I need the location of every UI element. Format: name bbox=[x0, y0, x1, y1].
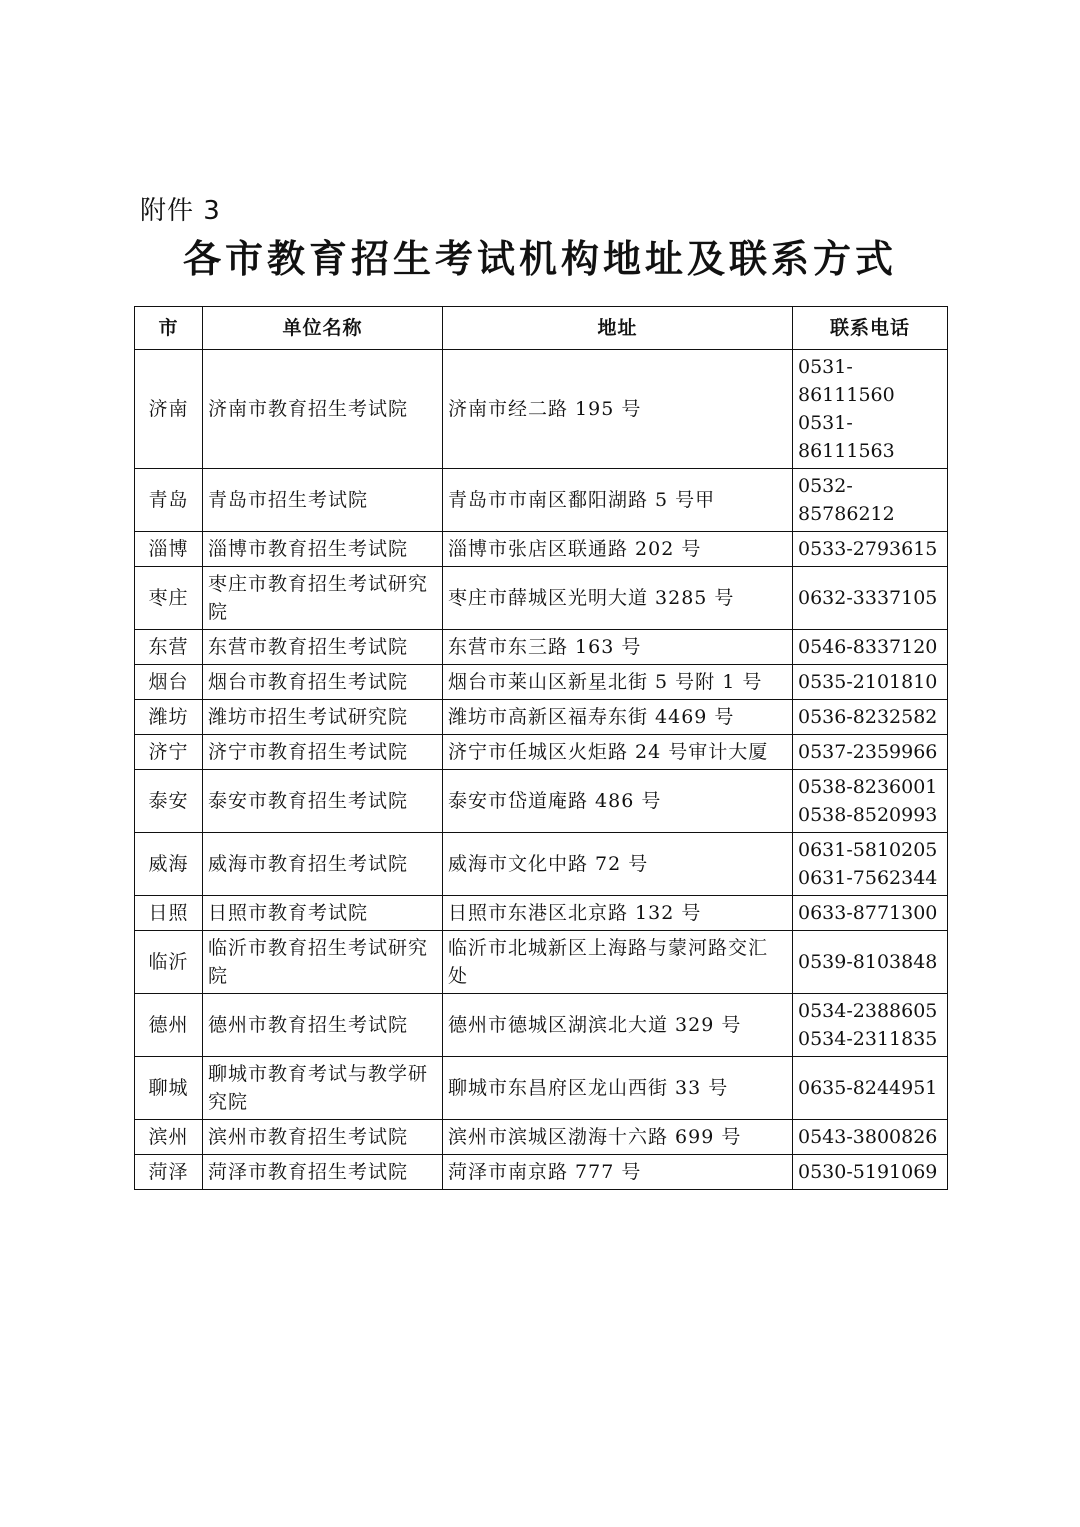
phone-cell bbox=[793, 469, 948, 532]
phone-number: 0536-8232582 bbox=[798, 706, 938, 728]
address-cell: 东营市东三路 163 号 bbox=[443, 630, 793, 665]
unit-name-cell: 滨州市教育招生考试院 bbox=[203, 1120, 443, 1155]
phone-cell bbox=[793, 994, 948, 1057]
city-cell: 滨州 bbox=[135, 1120, 203, 1155]
phone-number: 0543-3800826 bbox=[798, 1126, 938, 1148]
city-cell: 德州 bbox=[135, 994, 203, 1057]
address-cell: 淄博市张店区联通路 202 号 bbox=[443, 532, 793, 567]
phone-number: 0531-86111560 bbox=[798, 356, 895, 406]
phone-number: 0633-8771300 bbox=[798, 902, 938, 924]
phone-number: 0635-8244951 bbox=[798, 1077, 938, 1099]
unit-name-cell: 临沂市教育招生考试研究院 bbox=[203, 931, 443, 994]
address-cell: 德州市德城区湖滨北大道 329 号 bbox=[443, 994, 793, 1057]
table-row bbox=[135, 532, 948, 567]
header-address: 地址 bbox=[443, 307, 793, 350]
table-row bbox=[135, 896, 948, 931]
phone-number: 0632-3337105 bbox=[798, 587, 938, 609]
phone-cell bbox=[793, 630, 948, 665]
phone-cell bbox=[793, 896, 948, 931]
table-row bbox=[135, 469, 948, 532]
unit-name-cell: 青岛市招生考试院 bbox=[203, 469, 443, 532]
header-city: 市 bbox=[135, 307, 203, 350]
phone-cell bbox=[793, 931, 948, 994]
phone-number: 0532-85786212 bbox=[798, 475, 895, 525]
phone-cell bbox=[793, 735, 948, 770]
phone-cell bbox=[793, 1120, 948, 1155]
unit-name-cell: 泰安市教育招生考试院 bbox=[203, 770, 443, 833]
city-cell: 菏泽 bbox=[135, 1155, 203, 1190]
phone-number: 0534-2311835 bbox=[798, 1028, 938, 1050]
address-cell: 枣庄市薛城区光明大道 3285 号 bbox=[443, 567, 793, 630]
address-cell: 青岛市市南区鄱阳湖路 5 号甲 bbox=[443, 469, 793, 532]
phone-number: 0631-7562344 bbox=[798, 867, 938, 889]
city-cell: 淄博 bbox=[135, 532, 203, 567]
phone-number: 0531-86111563 bbox=[798, 412, 895, 462]
address-cell: 烟台市莱山区新星北街 5 号附 1 号 bbox=[443, 665, 793, 700]
phone-number: 0535-2101810 bbox=[798, 671, 938, 693]
phone-number: 0539-8103848 bbox=[798, 951, 938, 973]
unit-name-cell: 东营市教育招生考试院 bbox=[203, 630, 443, 665]
phone-number: 0533-2793615 bbox=[798, 538, 938, 560]
address-cell: 日照市东港区北京路 132 号 bbox=[443, 896, 793, 931]
unit-name-cell: 烟台市教育招生考试院 bbox=[203, 665, 443, 700]
header-unit-name: 单位名称 bbox=[203, 307, 443, 350]
phone-number: 0538-8236001 bbox=[798, 776, 938, 798]
address-cell: 聊城市东昌府区龙山西街 33 号 bbox=[443, 1057, 793, 1120]
city-cell: 东营 bbox=[135, 630, 203, 665]
city-cell: 聊城 bbox=[135, 1057, 203, 1120]
city-cell: 枣庄 bbox=[135, 567, 203, 630]
city-cell: 青岛 bbox=[135, 469, 203, 532]
phone-cell bbox=[793, 350, 948, 469]
table-body bbox=[135, 350, 948, 1190]
unit-name-cell: 德州市教育招生考试院 bbox=[203, 994, 443, 1057]
phone-cell bbox=[793, 1155, 948, 1190]
table-row bbox=[135, 700, 948, 735]
phone-cell bbox=[793, 532, 948, 567]
address-cell: 临沂市北城新区上海路与蒙河路交汇处 bbox=[443, 931, 793, 994]
city-cell: 济南 bbox=[135, 350, 203, 469]
phone-cell bbox=[793, 700, 948, 735]
address-cell: 泰安市岱道庵路 486 号 bbox=[443, 770, 793, 833]
unit-name-cell: 枣庄市教育招生考试研究院 bbox=[203, 567, 443, 630]
table-row bbox=[135, 833, 948, 896]
city-cell: 烟台 bbox=[135, 665, 203, 700]
phone-number: 0530-5191069 bbox=[798, 1161, 938, 1183]
unit-name-cell: 日照市教育考试院 bbox=[203, 896, 443, 931]
table-row bbox=[135, 630, 948, 665]
phone-cell bbox=[793, 833, 948, 896]
phone-number: 0546-8337120 bbox=[798, 636, 938, 658]
city-cell: 泰安 bbox=[135, 770, 203, 833]
table-row bbox=[135, 931, 948, 994]
unit-name-cell: 济宁市教育招生考试院 bbox=[203, 735, 443, 770]
page-title: 各市教育招生考试机构地址及联系方式 bbox=[182, 237, 897, 281]
table-row bbox=[135, 1057, 948, 1120]
address-cell: 威海市文化中路 72 号 bbox=[443, 833, 793, 896]
table-row bbox=[135, 735, 948, 770]
unit-name-cell: 威海市教育招生考试院 bbox=[203, 833, 443, 896]
unit-name-cell: 淄博市教育招生考试院 bbox=[203, 532, 443, 567]
address-cell: 菏泽市南京路 777 号 bbox=[443, 1155, 793, 1190]
city-cell: 济宁 bbox=[135, 735, 203, 770]
phone-cell bbox=[793, 770, 948, 833]
phone-number: 0631-5810205 bbox=[798, 839, 938, 861]
city-cell: 临沂 bbox=[135, 931, 203, 994]
unit-name-cell: 菏泽市教育招生考试院 bbox=[203, 1155, 443, 1190]
phone-cell bbox=[793, 567, 948, 630]
city-cell: 日照 bbox=[135, 896, 203, 931]
address-cell: 济宁市任城区火炬路 24 号审计大厦 bbox=[443, 735, 793, 770]
address-cell: 潍坊市高新区福寿东街 4469 号 bbox=[443, 700, 793, 735]
unit-name-cell: 潍坊市招生考试研究院 bbox=[203, 700, 443, 735]
phone-number: 0537-2359966 bbox=[798, 741, 938, 763]
address-cell: 济南市经二路 195 号 bbox=[443, 350, 793, 469]
table-row bbox=[135, 665, 948, 700]
table-row bbox=[135, 567, 948, 630]
city-cell: 潍坊 bbox=[135, 700, 203, 735]
address-cell: 滨州市滨城区渤海十六路 699 号 bbox=[443, 1120, 793, 1155]
header-phone: 联系电话 bbox=[793, 307, 948, 350]
table-row bbox=[135, 994, 948, 1057]
phone-cell bbox=[793, 1057, 948, 1120]
unit-name-cell: 聊城市教育考试与教学研究院 bbox=[203, 1057, 443, 1120]
city-cell: 威海 bbox=[135, 833, 203, 896]
phone-number: 0534-2388605 bbox=[798, 1000, 938, 1022]
attachment-label: 附件 3 bbox=[140, 196, 221, 226]
unit-name-cell: 济南市教育招生考试院 bbox=[203, 350, 443, 469]
table-row bbox=[135, 1155, 948, 1190]
phone-cell bbox=[793, 665, 948, 700]
table-row bbox=[135, 770, 948, 833]
phone-number: 0538-8520993 bbox=[798, 804, 938, 826]
table-header-row bbox=[135, 307, 948, 350]
table-row bbox=[135, 1120, 948, 1155]
table-row bbox=[135, 350, 948, 469]
contact-table bbox=[134, 306, 948, 1190]
